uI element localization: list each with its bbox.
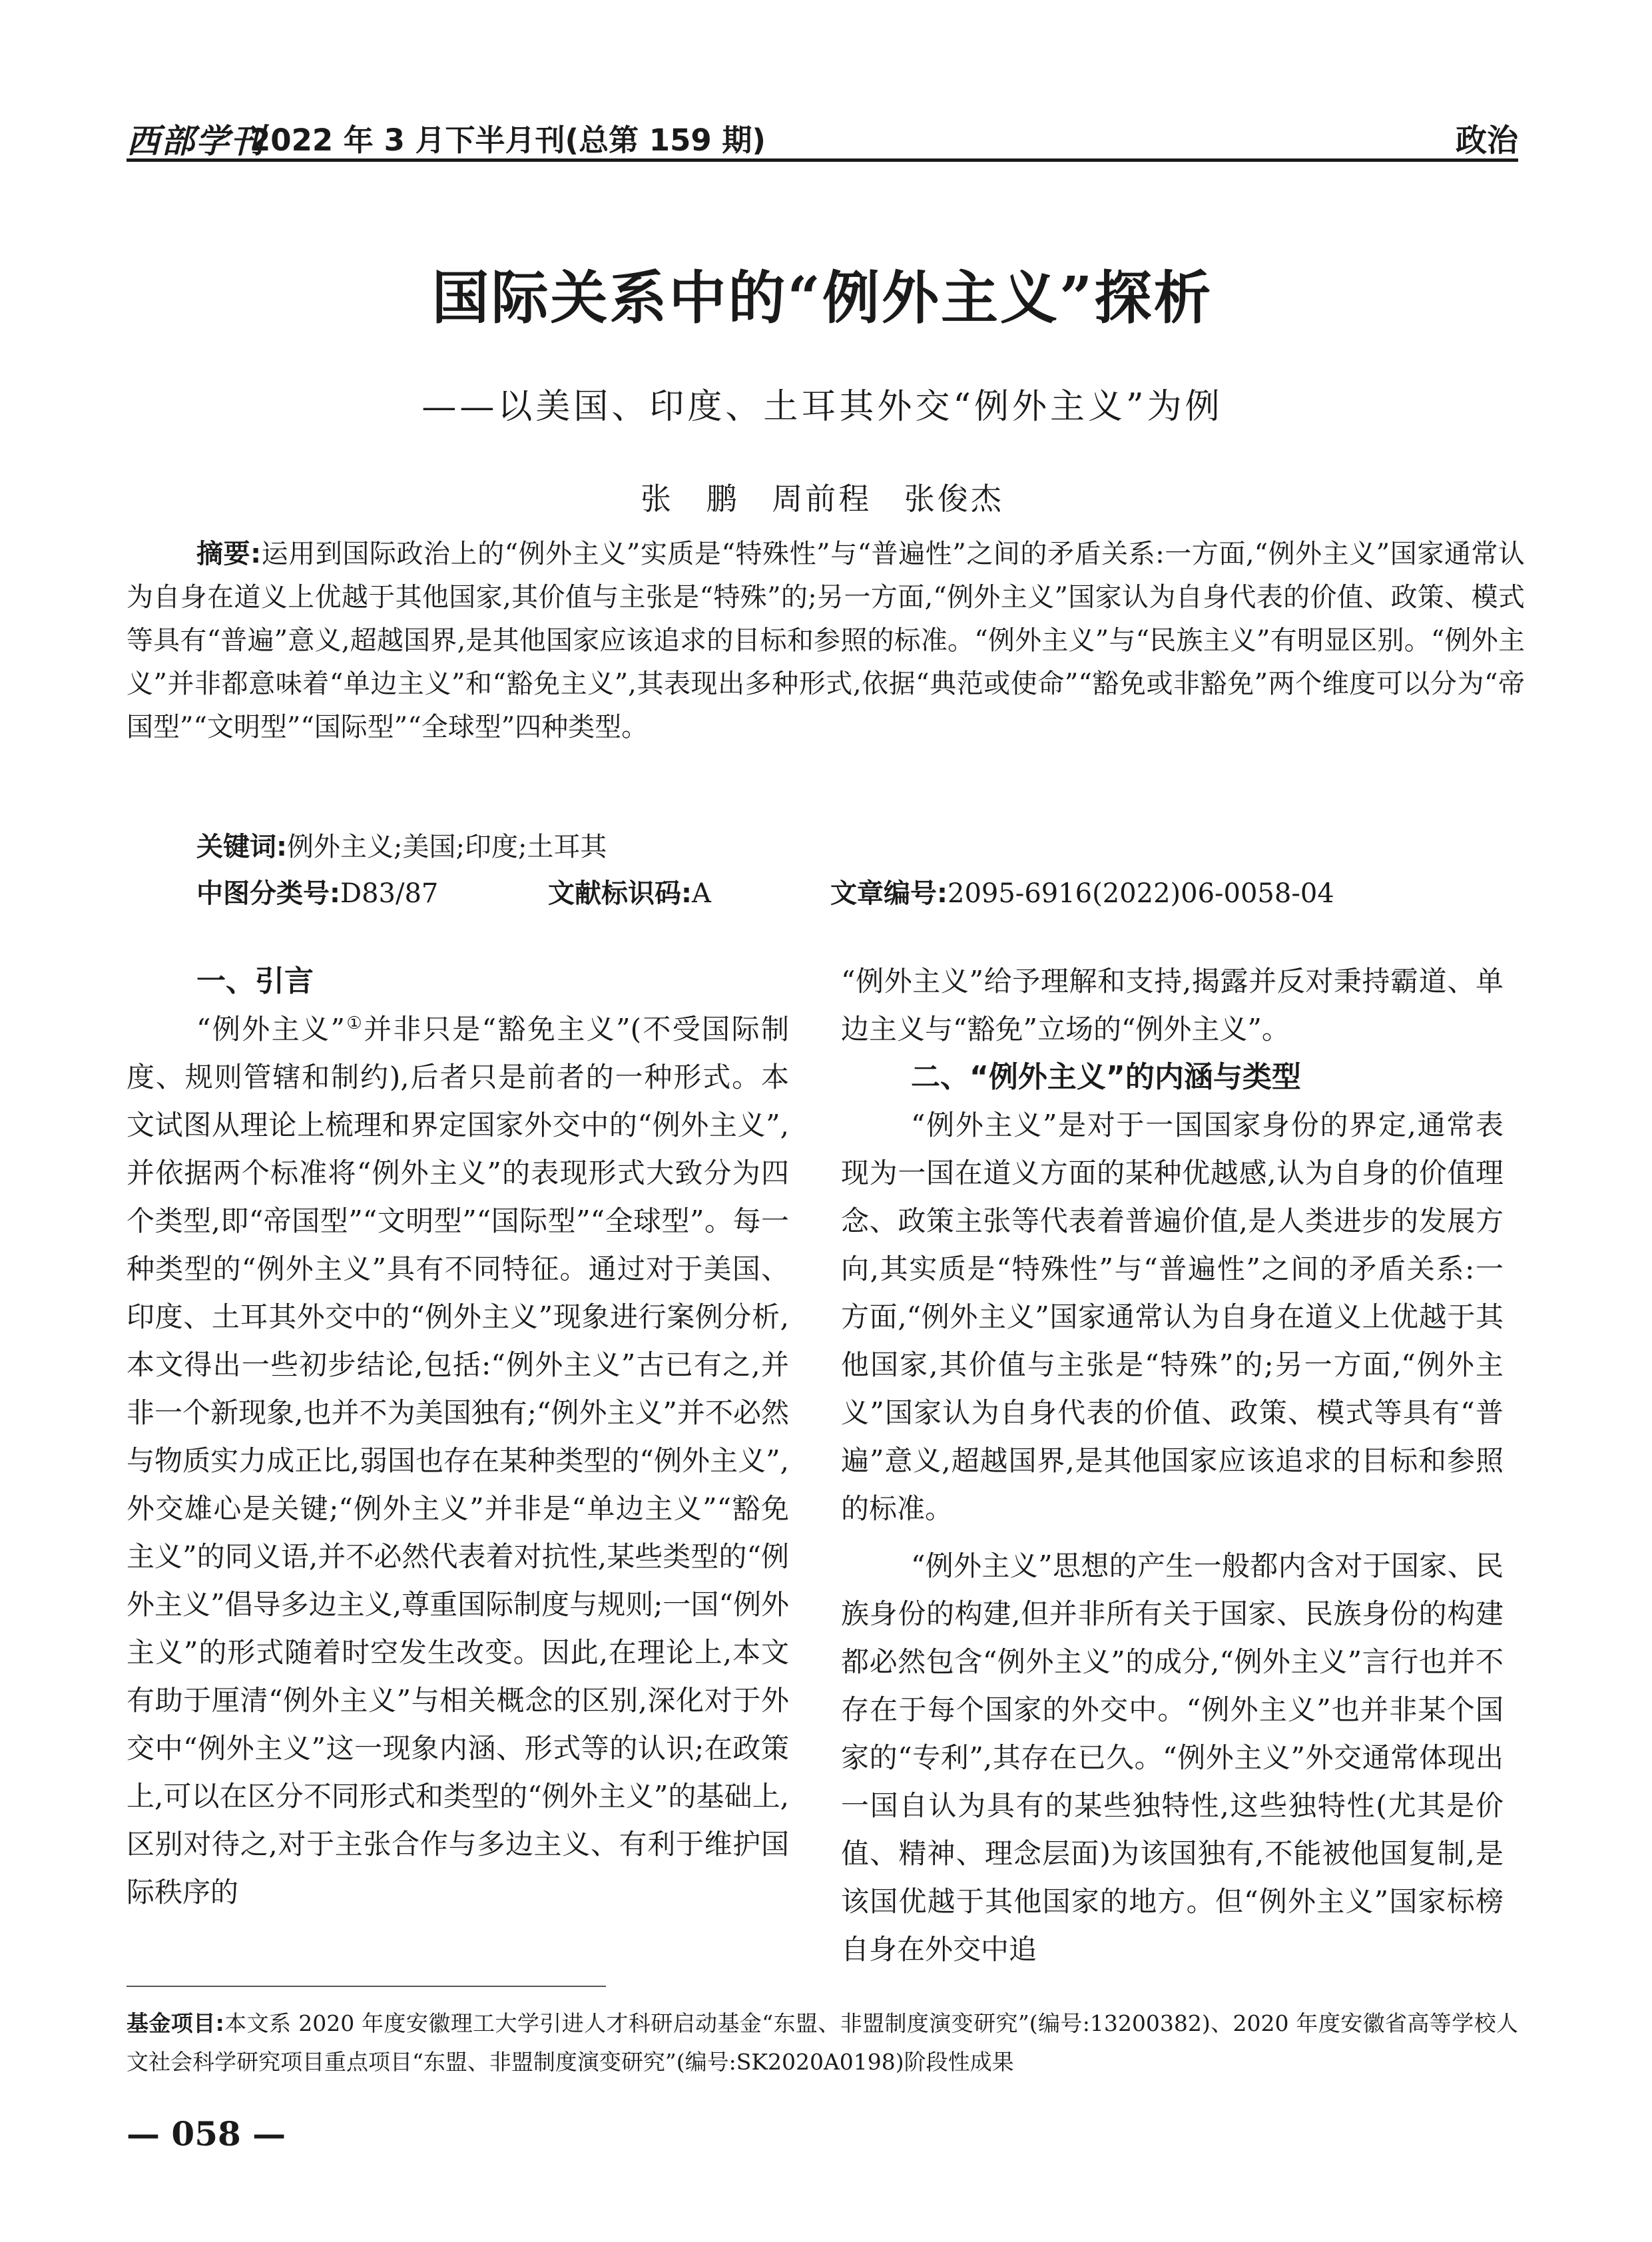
- abstract-text: 运用到国际政治上的“例外主义”实质是“特殊性”与“普遍性”之间的矛盾关系:一方面,“例外主义”国家通常认为自身在道义上优越于其他国家,其价值与主张是“特殊”的;另一方面,“例外主义”国家认为自身代表的价值、政策、模式等具有“普遍”意义,超越国界,是其他国家应该追求的目标和参照的标准。“例外主义”与“民族主义”有明显区别。“例外主义”并非都意味着“单边主义”和“豁免主义”,其表现出多种形式,依据“典范或使命”“豁免或非豁免”两个维度可以分为“帝国型”“文明型”“国际型”“全球型”四种类型。: [127, 539, 1525, 742]
- body-paragraph: “例外主义”是对于一国国家身份的界定,通常表现为一国在道义方面的某种优越感,认为自身的价值理念、政策主张等代表着普遍价值,是人类进步的发展方向,其实质是“特殊性”与“普遍性”之间的矛盾关系:一方面,“例外主义”国家通常认为自身在道义上优越于其他国家,其价值与主张是“特殊”的;另一方面,“例外主义”国家认为自身代表的价值、政策、模式等具有“普遍”意义,超越国界,是其他国家应该追求的目标和参照的标准。: [841, 1109, 1504, 1525]
- clc-value: D83/87: [340, 878, 439, 909]
- document-code: [548, 872, 711, 910]
- journal-issue: 2022 年 3 月下半月刊(总第 159 期): [250, 123, 766, 158]
- body-paragraph: “例外主义”思想的产生一般都内含对于国家、民族身份的构建,但并非所有关于国家、民族身份的构建都必然包含“例外主义”的成分,“例外主义”言行也并不存在于每个国家的外交中。“例外主义”也并非某个国家的“专利”,其存在已久。“例外主义”外交通常体现出一国自认为具有的某些独特性,这些独特性(尤其是价值、精神、理念层面)为该国独有,不能被他国复制,是该国优越于其他国家的地方。但“例外主义”国家标榜自身在外交中追: [841, 1549, 1504, 1966]
- journal-logo: 西部学刊: [127, 121, 265, 160]
- paragraph-text: 并非只是“豁免主义”(不受国际制度、规则管辖和制约),后者只是前者的一种形式。本文试图从理论上梳理和界定国家外交中的“例外主义”,并依据两个标准将“例外主义”的表现形式大致分为四个类型,即“帝国型”“文明型”“国际型”“全球型”。每一种类型的“例外主义”具有不同特征。通过对于美国、印度、土耳其外交中的“例外主义”现象进行案例分析,本文得出一些初步结论,包括:“例外主义”古已有之,并非一个新现象,也并不为美国独有;“例外主义”并不必然与物质实力成正比,弱国也存在某种类型的“例外主义”,外交雄心是关键;“例外主义”并非是“单边主义”“豁免主义”的同义语,并不必然代表着对抗性,某些类型的“例外主义”倡导多边主义,尊重国际制度与规则;一国“例外主义”的形式随着时空发生改变。因此,在理论上,本文有助于厘清“例外主义”与相关概念的区别,深化对于外交中“例外主义”这一现象内涵、形式等的认识;在政策上,可以在区分不同形式和类型的“例外主义”的基础上,区别对待之,对于主张合作与多边主义、有利于维护国际秩序的: [127, 1013, 789, 1908]
- footnote-divider: [127, 1986, 606, 1987]
- body-paragraph: [127, 1005, 789, 1916]
- doc-code-label: 文献标识码:: [548, 878, 692, 909]
- footnote-marker: ①: [344, 1013, 364, 1033]
- section-heading-introduction: 一、引言: [196, 964, 314, 998]
- funding-note: [127, 2004, 1518, 2082]
- funding-label: 基金项目:: [127, 2010, 224, 2036]
- body-column-right: [841, 958, 1504, 1974]
- abstract: [127, 533, 1525, 749]
- body-column-left: [127, 958, 789, 1916]
- article-authors: 张 鹏 周前程 张俊杰: [641, 481, 1004, 517]
- keywords-text: 例外主义;美国;印度;土耳其: [287, 832, 607, 862]
- article-number-label: 文章编号:: [830, 878, 948, 909]
- running-header: [127, 112, 1518, 162]
- article-title: 国际关系中的“例外主义”探析: [431, 264, 1213, 332]
- keywords: [196, 826, 607, 864]
- article-subtitle: ——以美国、印度、土耳其外交“例外主义”为例: [421, 387, 1223, 427]
- clc-number: [196, 872, 438, 910]
- abstract-label: 摘要:: [196, 539, 262, 569]
- page-number: — 058 —: [127, 2114, 286, 2153]
- section-label: 政治: [1456, 123, 1518, 159]
- doc-code-value: A: [692, 878, 711, 909]
- keywords-label: 关键词:: [196, 832, 287, 862]
- funding-text: 本文系 2020 年度安徽理工大学引进人才科研启动基金“东盟、非盟制度演变研究”(编号:13200382)、2020 年度安徽省高等学校人文社会科学研究项目重点项目“东盟、非盟制度演变研究”(编号:SK2020A0198)阶段性成果: [127, 2010, 1518, 2075]
- body-paragraph-continued: “例外主义”给予理解和支持,揭露并反对秉持霸道、单边主义与“豁免”立场的“例外主义”。: [841, 965, 1504, 1045]
- clc-label: 中图分类号:: [196, 878, 340, 909]
- article-number: [830, 872, 1334, 910]
- paragraph-text: “例外主义”: [196, 1013, 345, 1045]
- section-heading-definition: 二、“例外主义”的内涵与类型: [911, 1060, 1301, 1094]
- article-number-value: 2095-6916(2022)06-0058-04: [948, 878, 1334, 909]
